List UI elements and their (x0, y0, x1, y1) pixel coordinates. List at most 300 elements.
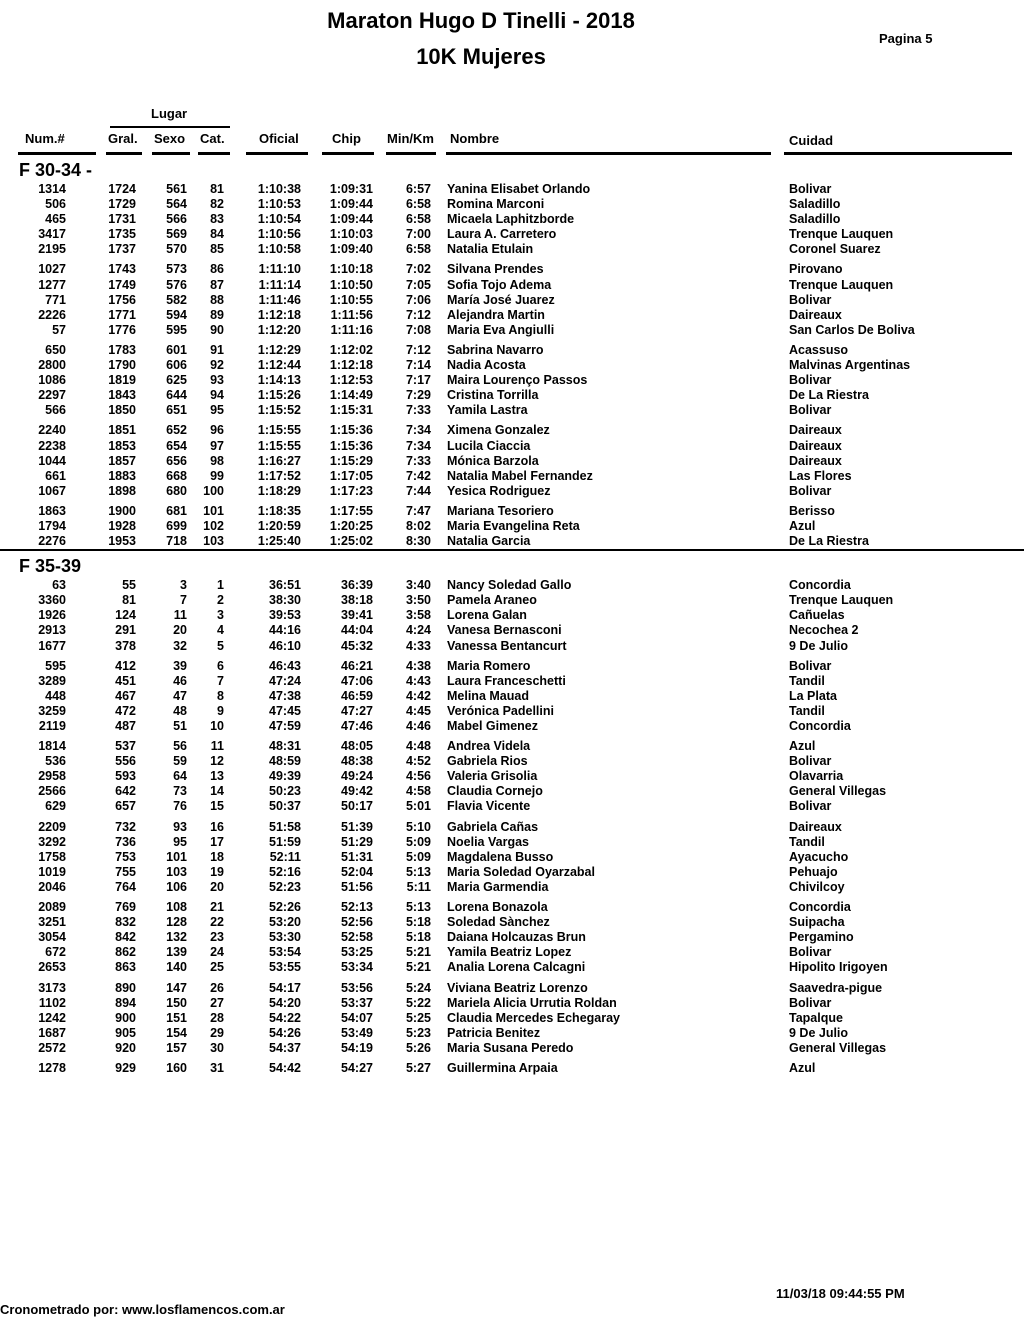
runner-name: Melina Mauad (447, 688, 529, 703)
runner-name: Lorena Galan (447, 608, 527, 623)
runner-name: Vanesa Bernasconi (447, 623, 562, 638)
time-chip: 1:20:25 (329, 518, 373, 533)
time-chip: 51:56 (341, 879, 373, 894)
runner-city: Tandil (789, 673, 825, 688)
row-group (0, 504, 1024, 549)
rank-category: 26 (210, 980, 224, 995)
pace: 7:06 (405, 292, 431, 307)
table-row (0, 674, 1024, 689)
pace: 4:46 (405, 719, 431, 733)
table-row (0, 739, 1024, 754)
rank-sex: 561 (166, 182, 187, 196)
rank-general: 863 (115, 960, 136, 975)
table-row (0, 308, 1024, 323)
rank-category: 102 (203, 518, 224, 533)
bib-number: 3292 (38, 834, 66, 849)
time-chip: 1:10:18 (329, 262, 373, 277)
runner-city: Concordia (789, 900, 851, 915)
time-official: 53:20 (269, 915, 301, 930)
time-official: 1:10:54 (257, 212, 301, 227)
col-header-minkm: Min/Km (387, 131, 434, 146)
rank-general: 1756 (108, 292, 136, 307)
bib-number: 2653 (38, 960, 66, 975)
bib-number: 1242 (38, 1010, 66, 1025)
rank-general: 1729 (108, 197, 136, 212)
rank-general: 657 (115, 799, 136, 814)
rank-category: 87 (210, 277, 224, 292)
pace: 7:12 (405, 342, 431, 357)
rank-general: 472 (115, 703, 136, 718)
time-official: 54:22 (269, 1010, 301, 1025)
time-official: 1:11:14 (258, 277, 301, 292)
time-chip: 49:24 (341, 769, 373, 784)
bib-number: 2119 (38, 719, 66, 733)
pace: 5:09 (405, 849, 431, 864)
rank-sex: 564 (166, 197, 187, 212)
time-chip: 36:39 (341, 578, 373, 593)
row-group (0, 423, 1024, 498)
table-row (0, 504, 1024, 519)
rank-general: 1843 (108, 388, 136, 403)
runner-name: Maria Garmendia (447, 879, 549, 894)
bib-number: 566 (45, 403, 66, 418)
bib-number: 465 (45, 212, 66, 227)
runner-name: Silvana Prendes (447, 262, 544, 277)
runner-city: Azul (789, 1060, 816, 1075)
runner-city: Hipolito Irigoyen (789, 960, 888, 975)
runner-name: Gabriela Rios (447, 754, 528, 769)
time-official: 47:38 (269, 688, 301, 703)
rank-sex: 20 (173, 623, 187, 638)
table-row (0, 960, 1024, 975)
time-chip: 53:25 (341, 945, 373, 960)
time-chip: 1:09:40 (329, 242, 373, 257)
runner-name: Alejandra Martin (447, 307, 545, 322)
runner-city: Daireaux (789, 307, 842, 322)
time-official: 53:54 (269, 945, 301, 960)
table-row (0, 323, 1024, 338)
rank-general: 1724 (108, 182, 136, 196)
runner-city: Saladillo (789, 197, 841, 212)
time-official: 54:42 (269, 1060, 301, 1075)
pace: 4:45 (405, 703, 431, 718)
rank-category: 24 (210, 945, 224, 960)
time-chip: 45:32 (341, 638, 373, 653)
runner-name: Laura A. Carretero (447, 227, 557, 242)
runner-name: Ximena Gonzalez (447, 423, 550, 438)
runner-name: Maria Soledad Oyarzabal (447, 864, 595, 879)
runner-name: Yesica Rodriguez (447, 483, 551, 498)
rank-sex: 594 (166, 307, 187, 322)
bib-number: 2238 (38, 438, 66, 453)
runner-city: Azul (789, 518, 816, 533)
rank-category: 25 (210, 960, 224, 975)
rank-general: 467 (115, 688, 136, 703)
time-official: 54:17 (269, 980, 301, 995)
runner-name: Patricia Benitez (447, 1025, 541, 1040)
rank-sex: 160 (166, 1060, 187, 1075)
time-official: 46:43 (269, 658, 301, 673)
pace: 5:25 (405, 1010, 431, 1025)
rank-category: 9 (217, 703, 224, 718)
runner-name: Mónica Barzola (447, 453, 539, 468)
col-header-chip: Chip (332, 131, 361, 146)
rank-category: 28 (210, 1010, 224, 1025)
rank-general: 1737 (108, 242, 136, 257)
runner-city: Berisso (789, 503, 835, 518)
rank-category: 88 (210, 292, 224, 307)
bib-number: 672 (45, 945, 66, 960)
print-timestamp: 11/03/18 09:44:55 PM (776, 1286, 905, 1301)
pace: 4:38 (405, 658, 431, 673)
time-official: 44:16 (269, 623, 301, 638)
rank-general: 291 (115, 623, 136, 638)
bib-number: 63 (52, 578, 66, 593)
rank-sex: 601 (166, 342, 187, 357)
time-chip: 48:38 (341, 754, 373, 769)
time-official: 1:18:35 (257, 503, 301, 518)
bib-number: 1794 (38, 518, 66, 533)
table-row (0, 182, 1024, 197)
runner-name: Romina Marconi (447, 197, 545, 212)
rank-category: 23 (210, 930, 224, 945)
time-official: 1:15:55 (257, 438, 301, 453)
pace: 5:10 (405, 819, 431, 834)
time-official: 1:10:53 (257, 197, 301, 212)
table-row (0, 659, 1024, 674)
runner-name: Lorena Bonazola (447, 900, 548, 915)
rank-sex: 699 (166, 518, 187, 533)
table-row (0, 519, 1024, 534)
time-official: 47:59 (269, 719, 301, 733)
runner-name: Verónica Padellini (447, 703, 554, 718)
runner-name: Maria Evangelina Reta (447, 518, 580, 533)
time-chip: 1:17:23 (329, 483, 373, 498)
time-chip: 1:11:56 (330, 307, 373, 322)
time-chip: 47:06 (341, 673, 373, 688)
pace: 7:33 (405, 403, 431, 418)
runner-city: Cañuelas (789, 608, 845, 623)
row-group (0, 578, 1024, 653)
runner-name: Natalia Mabel Fernandez (447, 468, 593, 483)
rank-general: 451 (115, 673, 136, 688)
runner-name: Maria Susana Peredo (447, 1040, 574, 1055)
row-group (0, 981, 1024, 1056)
rank-category: 85 (210, 242, 224, 257)
bib-number: 3360 (38, 593, 66, 608)
rank-general: 1776 (108, 322, 136, 337)
time-official: 51:59 (269, 834, 301, 849)
bib-number: 2913 (38, 623, 66, 638)
col-underline-gral (106, 152, 142, 155)
table-row (0, 608, 1024, 623)
time-official: 49:39 (269, 769, 301, 784)
bib-number: 1758 (38, 849, 66, 864)
time-official: 36:51 (269, 578, 301, 593)
table-row (0, 850, 1024, 865)
bib-number: 3417 (38, 227, 66, 242)
rank-category: 7 (217, 673, 224, 688)
rank-sex: 150 (166, 995, 187, 1010)
runner-city: Bolivar (789, 403, 832, 418)
runner-city: Suipacha (789, 915, 845, 930)
rank-category: 82 (210, 197, 224, 212)
rank-sex: 76 (173, 799, 187, 814)
bib-number: 1926 (38, 608, 66, 623)
rank-general: 755 (115, 864, 136, 879)
table-row (0, 227, 1024, 242)
rank-general: 378 (115, 638, 136, 653)
col-header-sexo: Sexo (154, 131, 186, 146)
pace: 5:11 (406, 879, 431, 894)
rank-general: 890 (115, 980, 136, 995)
table-row (0, 343, 1024, 358)
table-row (0, 403, 1024, 418)
runner-city: Necochea 2 (789, 623, 859, 638)
runner-city: 9 De Julio (789, 1025, 849, 1040)
bib-number: 2572 (38, 1040, 66, 1055)
runner-city: Chivilcoy (789, 879, 845, 894)
time-chip: 1:17:55 (329, 503, 373, 518)
bib-number: 771 (45, 292, 66, 307)
pace: 7:00 (405, 227, 431, 242)
time-official: 38:30 (269, 593, 301, 608)
runner-name: Maria Romero (447, 658, 531, 673)
rank-general: 832 (115, 915, 136, 930)
time-official: 1:11:10 (258, 262, 301, 277)
rank-category: 31 (210, 1060, 224, 1075)
row-group (0, 1061, 1024, 1076)
pace: 3:40 (405, 578, 431, 593)
rank-sex: 47 (173, 688, 187, 703)
pace: 4:24 (405, 623, 431, 638)
page-title: Maraton Hugo D Tinelli - 2018 (327, 8, 635, 33)
rank-sex: 108 (166, 900, 187, 915)
rank-category: 83 (210, 212, 224, 227)
time-chip: 53:56 (341, 980, 373, 995)
runner-name: Maria Eva Angiulli (447, 322, 555, 337)
col-underline-minkm (386, 152, 436, 155)
col-underline-sexo (152, 152, 190, 155)
table-row (0, 454, 1024, 469)
time-chip: 1:09:44 (329, 212, 373, 227)
rank-general: 537 (115, 739, 136, 754)
runner-name: Natalia Etulain (447, 242, 534, 257)
col-underline-oficial (246, 152, 308, 155)
col-header-nombre: Nombre (450, 131, 500, 146)
bib-number: 2297 (38, 388, 66, 403)
time-official: 1:18:29 (257, 483, 301, 498)
table-row (0, 623, 1024, 638)
table-row (0, 945, 1024, 960)
runner-city: Coronel Suarez (789, 242, 881, 257)
time-chip: 52:04 (341, 864, 373, 879)
runner-city: Tandil (789, 703, 825, 718)
rank-sex: 147 (166, 980, 187, 995)
time-chip: 49:42 (341, 784, 373, 799)
rank-general: 556 (115, 754, 136, 769)
runner-city: Daireaux (789, 819, 842, 834)
runner-city: Pergamino (789, 930, 854, 945)
rank-category: 20 (210, 879, 224, 894)
bib-number: 3259 (38, 703, 66, 718)
runner-name: Maira Lourenço Passos (447, 373, 588, 388)
category-section (0, 158, 1024, 549)
pace: 7:47 (405, 503, 431, 518)
rank-general: 1900 (108, 503, 136, 518)
rank-sex: 681 (166, 503, 187, 518)
rank-general: 753 (115, 849, 136, 864)
rank-sex: 680 (166, 483, 187, 498)
category-title: F 30-34 - (19, 160, 93, 180)
col-header-num: Num.# (25, 131, 65, 146)
rank-category: 103 (203, 534, 224, 549)
lugar-underline (110, 126, 230, 128)
runner-city: Azul (789, 739, 816, 754)
bib-number: 1086 (38, 373, 66, 388)
time-chip: 54:19 (341, 1040, 373, 1055)
rank-sex: 718 (166, 534, 187, 549)
rank-sex: 157 (166, 1040, 187, 1055)
runner-city: Bolivar (789, 995, 832, 1010)
time-official: 1:25:40 (257, 534, 301, 549)
pace: 5:18 (405, 930, 431, 945)
table-row (0, 799, 1024, 814)
table-row (0, 981, 1024, 996)
runner-name: María José Juarez (447, 292, 555, 307)
rank-category: 94 (210, 388, 224, 403)
rank-general: 1853 (108, 438, 136, 453)
bib-number: 57 (52, 322, 66, 337)
pace: 5:21 (405, 960, 431, 975)
rank-category: 89 (210, 307, 224, 322)
bib-number: 1314 (38, 182, 66, 196)
rank-category: 19 (210, 864, 224, 879)
time-official: 54:37 (269, 1040, 301, 1055)
time-official: 1:12:44 (257, 358, 301, 373)
pace: 7:34 (405, 423, 431, 438)
col-underline-cat (198, 152, 230, 155)
results-table (0, 158, 1024, 1081)
bib-number: 2089 (38, 900, 66, 915)
table-row (0, 358, 1024, 373)
rank-category: 13 (210, 769, 224, 784)
time-official: 52:11 (269, 849, 301, 864)
pace: 6:58 (405, 242, 431, 257)
time-official: 52:23 (269, 879, 301, 894)
table-row (0, 900, 1024, 915)
time-official: 50:37 (269, 799, 301, 814)
time-chip: 38:18 (341, 593, 373, 608)
rank-general: 1783 (108, 342, 136, 357)
pace: 5:13 (405, 900, 431, 915)
runner-name: Cristina Torrilla (447, 388, 539, 403)
pace: 7:02 (405, 262, 431, 277)
time-official: 48:59 (269, 754, 301, 769)
rank-general: 487 (115, 719, 136, 733)
rank-category: 22 (210, 915, 224, 930)
pace: 7:14 (405, 358, 431, 373)
bib-number: 1067 (38, 483, 66, 498)
rank-sex: 140 (166, 960, 187, 975)
table-row (0, 439, 1024, 454)
time-official: 1:15:55 (257, 423, 301, 438)
rank-category: 17 (210, 834, 224, 849)
pace: 5:21 (405, 945, 431, 960)
bib-number: 1814 (38, 739, 66, 754)
pace: 4:52 (405, 754, 431, 769)
time-chip: 44:04 (341, 623, 373, 638)
time-official: 1:14:13 (257, 373, 301, 388)
time-official: 1:15:52 (257, 403, 301, 418)
pace: 4:58 (405, 784, 431, 799)
runner-city: De La Riestra (789, 534, 869, 549)
time-chip: 1:12:02 (329, 342, 373, 357)
bib-number: 1677 (38, 638, 66, 653)
time-chip: 1:10:55 (329, 292, 373, 307)
bib-number: 2958 (38, 769, 66, 784)
rank-category: 98 (210, 453, 224, 468)
rank-category: 92 (210, 358, 224, 373)
runner-city: Ayacucho (789, 849, 849, 864)
runner-name: Mabel Gimenez (447, 719, 538, 733)
bib-number: 629 (45, 799, 66, 814)
runner-name: Lucila Ciaccia (447, 438, 531, 453)
table-row (0, 820, 1024, 835)
rank-category: 27 (210, 995, 224, 1010)
time-chip: 1:15:31 (329, 403, 373, 418)
rank-category: 97 (210, 438, 224, 453)
runner-name: Claudia Mercedes Echegaray (447, 1010, 620, 1025)
rank-general: 1731 (108, 212, 136, 227)
bib-number: 536 (45, 754, 66, 769)
runner-name: Laura Franceschetti (447, 673, 566, 688)
rank-sex: 7 (180, 593, 187, 608)
row-group (0, 182, 1024, 257)
time-official: 50:23 (269, 784, 301, 799)
bib-number: 506 (45, 197, 66, 212)
time-chip: 1:12:53 (329, 373, 373, 388)
time-official: 1:10:56 (257, 227, 301, 242)
rank-general: 1850 (108, 403, 136, 418)
rank-sex: 606 (166, 358, 187, 373)
pace: 4:56 (405, 769, 431, 784)
bib-number: 1687 (38, 1025, 66, 1040)
table-row (0, 769, 1024, 784)
rank-category: 93 (210, 373, 224, 388)
time-chip: 48:05 (341, 739, 373, 754)
time-chip: 1:17:05 (329, 468, 373, 483)
time-chip: 52:13 (341, 900, 373, 915)
section-divider (0, 549, 1024, 551)
bib-number: 1027 (38, 262, 66, 277)
runner-city: Las Flores (789, 468, 852, 483)
table-row (0, 719, 1024, 734)
time-chip: 39:41 (341, 608, 373, 623)
table-row (0, 689, 1024, 704)
category-section (0, 554, 1024, 1076)
runner-name: Pamela Araneo (447, 593, 537, 608)
rank-sex: 573 (166, 262, 187, 277)
runner-name: Nancy Soledad Gallo (447, 578, 572, 593)
rank-general: 1857 (108, 453, 136, 468)
table-row (0, 212, 1024, 227)
pace: 5:13 (405, 864, 431, 879)
runner-name: Micaela Laphitzborde (447, 212, 575, 227)
rank-category: 18 (210, 849, 224, 864)
runner-city: Daireaux (789, 423, 842, 438)
rank-category: 12 (210, 754, 224, 769)
